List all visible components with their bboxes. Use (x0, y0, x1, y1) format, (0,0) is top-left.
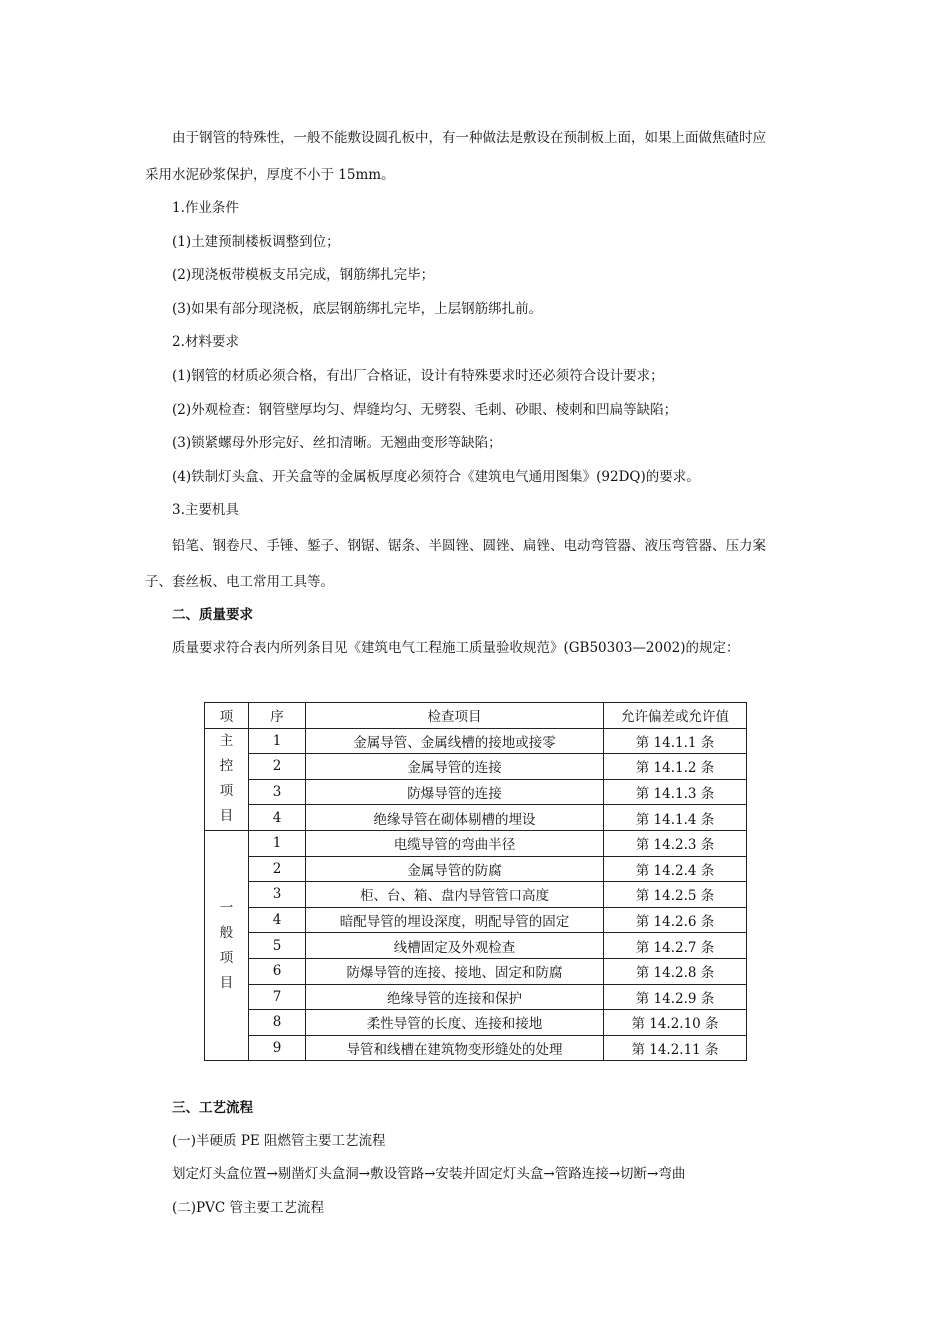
header-tolerance: 允许偏差或允许值 (604, 703, 747, 729)
row-reference: 第 14.1.3 条 (604, 779, 747, 805)
row-reference: 第 14.2.5 条 (604, 882, 747, 908)
quality-table (204, 702, 747, 1061)
header-category: 项 (205, 703, 249, 729)
group-char: 控 (219, 758, 234, 775)
header-number: 序 (249, 703, 306, 729)
row-reference: 第 14.2.10 条 (604, 1010, 747, 1036)
row-reference: 第 14.2.8 条 (604, 958, 747, 984)
section-title: 3.主要机具 (172, 502, 239, 518)
table-row (205, 779, 747, 805)
table-row (205, 805, 747, 831)
row-item: 绝缘导管的连接和保护 (306, 984, 604, 1010)
subsection-title: (二)PVC 管主要工艺流程 (172, 1200, 324, 1216)
list-item: (2)外观检查：钢管壁厚均匀、焊缝均匀、无劈裂、毛刺、砂眼、棱刺和凹扁等缺陷； (172, 402, 678, 418)
row-number: 7 (249, 984, 306, 1010)
paragraph-line: 由于钢管的特殊性，一般不能敷设圆孔板中，有一种做法是敷设在预制板上面，如果上面做焦碴时应 (172, 130, 766, 146)
row-number: 9 (249, 1035, 306, 1061)
row-item: 防爆导管的连接、接地、固定和防腐 (306, 958, 604, 984)
header-inspection-item: 检查项目 (306, 703, 604, 729)
row-number: 8 (249, 1010, 306, 1036)
group-general (205, 830, 249, 1060)
row-number: 4 (249, 907, 306, 933)
row-item: 柜、台、箱、盘内导管管口高度 (306, 882, 604, 908)
group-char: 般 (219, 924, 234, 941)
table-row (205, 754, 747, 780)
row-number: 2 (249, 856, 306, 882)
row-item: 线槽固定及外观检查 (306, 933, 604, 959)
group-char: 目 (219, 974, 234, 991)
group-char: 主 (219, 733, 234, 750)
paragraph-line: 采用水泥砂浆保护，厚度不小于 15mm。 (145, 167, 395, 183)
section-title: 2.材料要求 (172, 334, 239, 350)
row-item: 防爆导管的连接 (306, 779, 604, 805)
row-reference: 第 14.1.4 条 (604, 805, 747, 831)
row-reference: 第 14.2.11 条 (604, 1035, 747, 1061)
row-number: 3 (249, 779, 306, 805)
table-row (205, 933, 747, 959)
row-reference: 第 14.1.1 条 (604, 728, 747, 754)
table-header-row (205, 703, 747, 729)
row-item: 电缆导管的弯曲半径 (306, 830, 604, 856)
table-row (205, 907, 747, 933)
table-row (205, 830, 747, 856)
paragraph-line: 铅笔、钢卷尺、手锤、錾子、钢锯、锯条、半圆锉、圆锉、扁锉、电动弯管器、液压弯管器、压力案 (172, 538, 766, 554)
table-row (205, 728, 747, 754)
group-char: 一 (219, 899, 234, 916)
list-item: (4)铁制灯头盒、开关盒等的金属板厚度必须符合《建筑电气通用图集》(92DQ)的要求。 (172, 469, 700, 485)
row-reference: 第 14.2.3 条 (604, 830, 747, 856)
row-reference: 第 14.1.2 条 (604, 754, 747, 780)
table-row (205, 882, 747, 908)
row-item: 金属导管的连接 (306, 754, 604, 780)
row-item: 暗配导管的埋设深度，明配导管的固定 (306, 907, 604, 933)
row-item: 绝缘导管在砌体剔槽的埋设 (306, 805, 604, 831)
list-item: (2)现浇板带模板支吊完成，钢筋绑扎完毕； (172, 267, 435, 283)
group-main-control (205, 728, 249, 830)
table-row (205, 856, 747, 882)
row-reference: 第 14.2.6 条 (604, 907, 747, 933)
row-reference: 第 14.2.7 条 (604, 933, 747, 959)
process-flow: 划定灯头盒位置→剔凿灯头盒洞→敷设管路→安装并固定灯头盒→管路连接→切断→弯曲 (172, 1166, 686, 1182)
row-number: 6 (249, 958, 306, 984)
list-item: (1)钢管的材质必须合格，有出厂合格证，设计有特殊要求时还必须符合设计要求； (172, 368, 664, 384)
paragraph-line: 质量要求符合表内所列条目见《建筑电气工程施工质量验收规范》(GB50303—2002)的规定： (172, 640, 740, 656)
row-number: 5 (249, 933, 306, 959)
row-number: 1 (249, 728, 306, 754)
row-reference: 第 14.2.4 条 (604, 856, 747, 882)
heading-quality: 二、质量要求 (172, 607, 253, 623)
heading-process: 三、工艺流程 (172, 1100, 253, 1116)
subsection-title: (一)半硬质 PE 阻燃管主要工艺流程 (172, 1133, 386, 1149)
table-row (205, 958, 747, 984)
list-item: (3)如果有部分现浇板，底层钢筋绑扎完毕，上层钢筋绑扎前。 (172, 301, 543, 317)
list-item: (3)锁紧螺母外形完好、丝扣清晰。无翘曲变形等缺陷； (172, 435, 502, 451)
row-item: 金属导管的防腐 (306, 856, 604, 882)
row-number: 4 (249, 805, 306, 831)
table-row (205, 1010, 747, 1036)
row-number: 1 (249, 830, 306, 856)
row-number: 3 (249, 882, 306, 908)
group-char: 目 (219, 808, 234, 825)
paragraph-line: 子、套丝板、电工常用工具等。 (145, 574, 334, 590)
row-item: 金属导管、金属线槽的接地或接零 (306, 728, 604, 754)
row-item: 柔性导管的长度、连接和接地 (306, 1010, 604, 1036)
section-title: 1.作业条件 (172, 200, 239, 216)
table-row (205, 1035, 747, 1061)
group-char: 项 (219, 949, 234, 966)
row-number: 2 (249, 754, 306, 780)
table-row (205, 984, 747, 1010)
row-item: 导管和线槽在建筑物变形缝处的处理 (306, 1035, 604, 1061)
list-item: (1)土建预制楼板调整到位； (172, 234, 340, 250)
group-char: 项 (219, 783, 234, 800)
row-reference: 第 14.2.9 条 (604, 984, 747, 1010)
